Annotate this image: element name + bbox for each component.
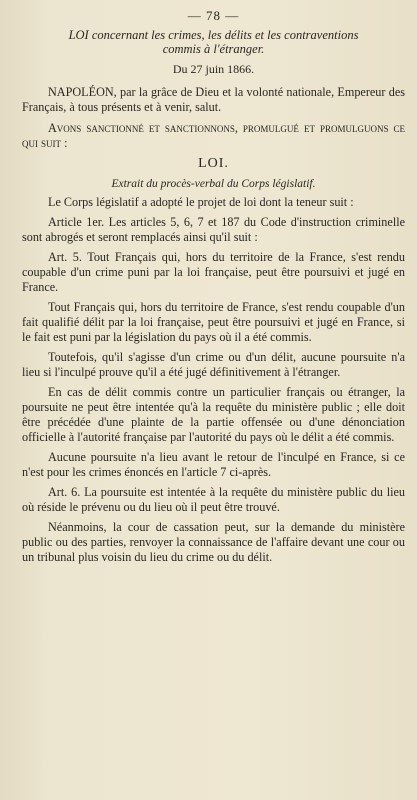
law-title bbox=[22, 28, 405, 56]
loi-heading: LOI. bbox=[198, 156, 229, 171]
article-1-paragraph: Article 1er. Les articles 5, 6, 7 et 187 du Code d'instruction criminelle sont abrogés et seront remplacés ainsi qu'il suit : bbox=[22, 215, 405, 244]
article-5-paragraph-3: Toutefois, qu'il s'agisse d'un crime ou d'un délit, aucune poursuite n'a lieu si l'inculpé prouve qu'il a été jugé définitivement à l'étranger. bbox=[22, 350, 405, 379]
article-6-paragraph-2: Néanmoins, la cour de cassation peut, sur la demande du ministère public ou des parties, renvoyer la connaissance de l'affaire devant une cour ou un tribunal plus voisin du lieu du crime ou du délit. bbox=[22, 520, 405, 564]
promulgation-formula: Avons sanctionné et sanctionnons, promulgué et promulguons ce qui suit : bbox=[22, 121, 405, 150]
napoleon-preamble: NAPOLÉON, par la grâce de Dieu et la volonté nationale, Empereur des Français, à tous présents et à venir, salut. bbox=[22, 85, 405, 114]
law-title-line-2: commis à l'étranger. bbox=[162, 42, 265, 56]
article-5-paragraph-2: Tout Français qui, hors du territoire de France, s'est rendu coupable d'un fait qualifié délit par la loi française, peut être poursuivi et jugé en France, si le fait est puni par la législation du pays où il a été commis. bbox=[22, 300, 405, 344]
article-6-paragraph: Art. 6. La poursuite est intentée à la requête du ministère public du lieu où réside le prévenu ou du lieu où il peut être trouvé. bbox=[22, 485, 405, 514]
article-5-paragraph-4: En cas de délit commis contre un particulier français ou étranger, la poursuite ne peut être intentée qu'à la requête du ministère public ; elle doit être précédée d'une plainte de la partie offensée ou d'une dénonciation officielle à l'autorité française par l'autorité du pays où le délit a été commis. bbox=[22, 385, 405, 444]
article-5-paragraph: Art. 5. Tout Français qui, hors du territoire de la France, s'est rendu coupable d'un crime puni par la loi française, peut être poursuivi et jugé en France. bbox=[22, 250, 405, 294]
law-date: Du 27 juin 1866. bbox=[172, 62, 255, 76]
law-title-line-1: LOI concernant les crimes, les délits et les contraventions bbox=[68, 28, 359, 42]
corps-legislatif-paragraph: Le Corps législatif a adopté le projet de loi dont la teneur suit : bbox=[48, 195, 354, 209]
article-5-paragraph-5: Aucune poursuite n'a lieu avant le retour de l'inculpé en France, si ce n'est pour les crimes énoncés en l'article 7 ci-après. bbox=[22, 450, 405, 479]
extrait-proces-verbal: Extrait du procès-verbal du Corps législatif. bbox=[111, 178, 316, 190]
page-number: — 78 — bbox=[187, 8, 240, 23]
